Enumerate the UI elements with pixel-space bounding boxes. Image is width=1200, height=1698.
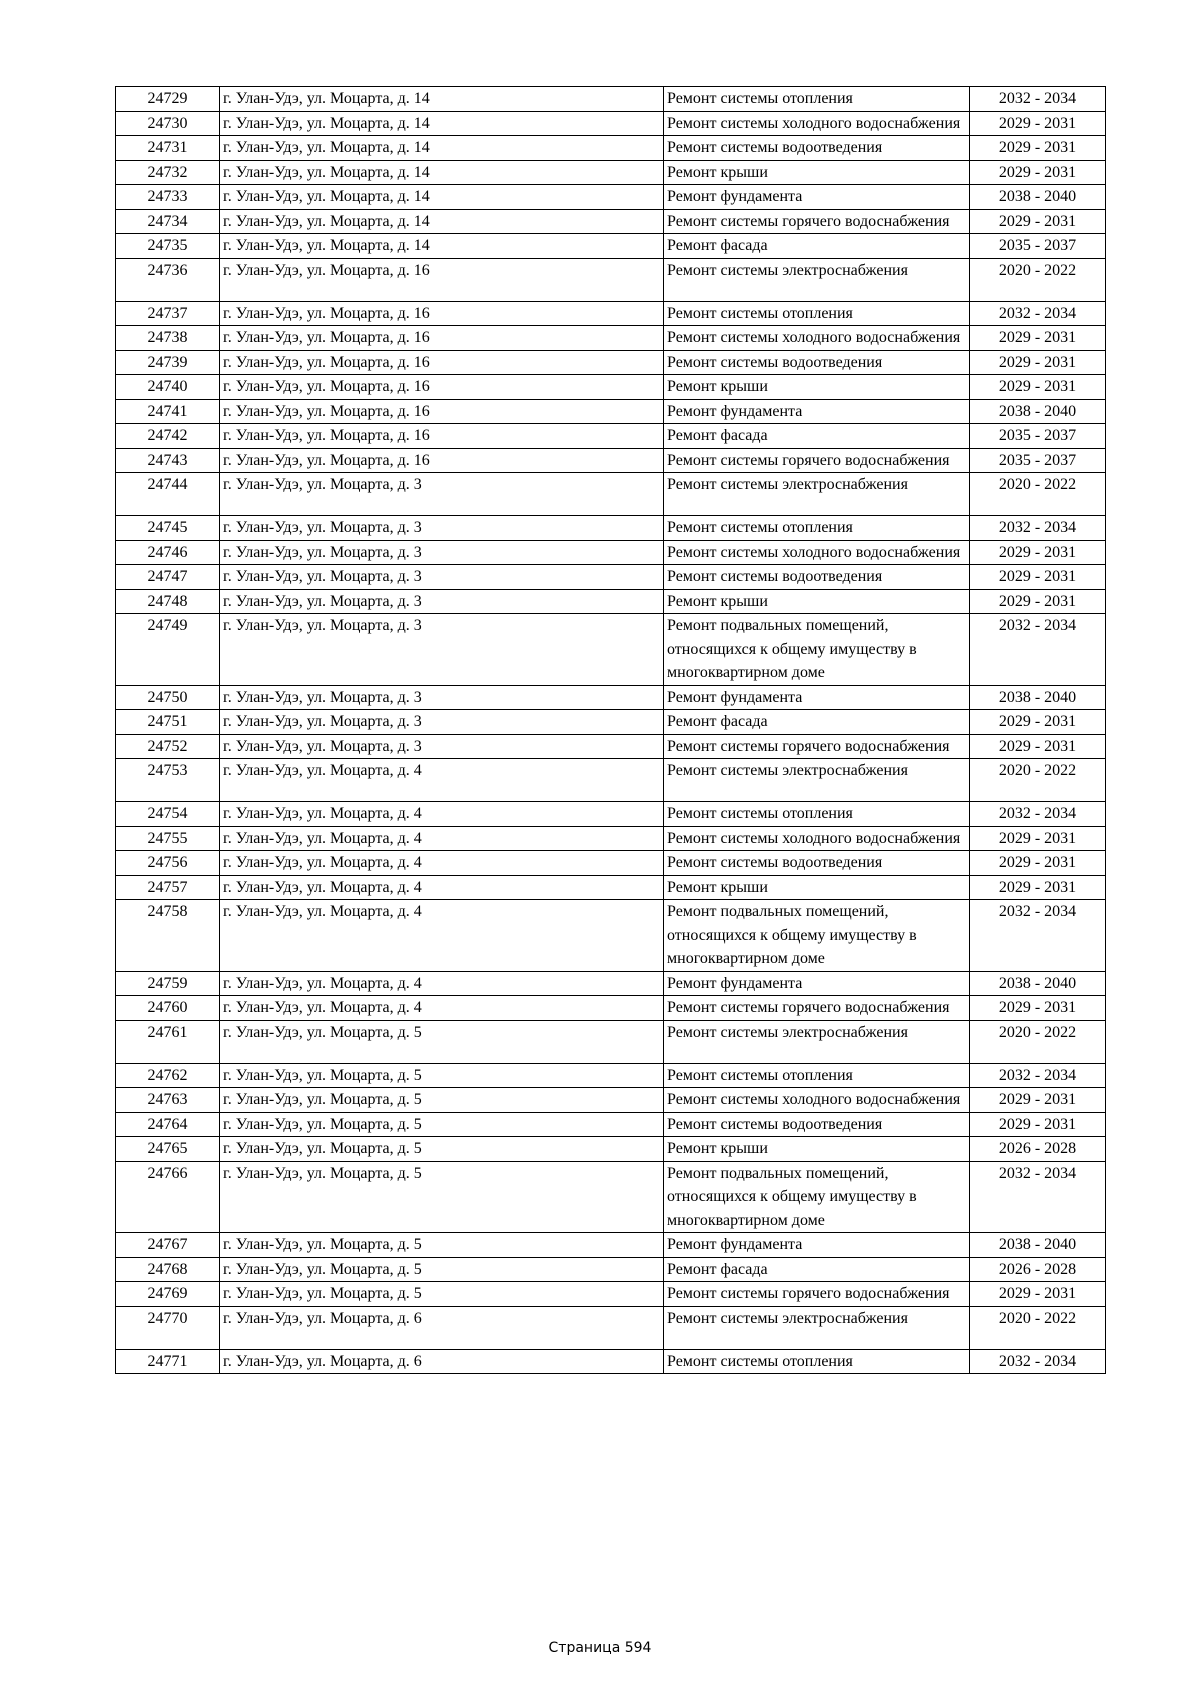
period-cell: 2020 - 2022	[970, 759, 1106, 802]
period-cell: 2029 - 2031	[970, 826, 1106, 851]
period-cell: 2032 - 2034	[970, 1349, 1106, 1374]
address-cell: г. Улан-Удэ, ул. Моцарта, д. 3	[220, 473, 664, 516]
period-cell: 2038 - 2040	[970, 1233, 1106, 1258]
address-cell: г. Улан-Удэ, ул. Моцарта, д. 3	[220, 685, 664, 710]
row-number: 24745	[116, 516, 220, 541]
row-number: 24757	[116, 875, 220, 900]
table-row	[116, 1233, 1106, 1258]
period-cell: 2029 - 2031	[970, 565, 1106, 590]
address-cell: г. Улан-Удэ, ул. Моцарта, д. 5	[220, 1088, 664, 1113]
table-row	[116, 1306, 1106, 1349]
period-cell: 2029 - 2031	[970, 1282, 1106, 1307]
address-cell: г. Улан-Удэ, ул. Моцарта, д. 5	[220, 1282, 664, 1307]
row-number: 24758	[116, 900, 220, 972]
work-type-cell: Ремонт системы водоотведения	[664, 851, 970, 876]
work-type-cell: Ремонт системы водоотведения	[664, 136, 970, 161]
work-type-cell: Ремонт фасада	[664, 710, 970, 735]
page-number: Страница 594	[548, 1640, 652, 1656]
table-row	[116, 1137, 1106, 1162]
period-cell: 2029 - 2031	[970, 1112, 1106, 1137]
address-cell: г. Улан-Удэ, ул. Моцарта, д. 4	[220, 826, 664, 851]
table-row	[116, 185, 1106, 210]
address-cell: г. Улан-Удэ, ул. Моцарта, д. 5	[220, 1161, 664, 1233]
address-cell: г. Улан-Удэ, ул. Моцарта, д. 16	[220, 448, 664, 473]
work-type-cell: Ремонт крыши	[664, 875, 970, 900]
work-type-cell: Ремонт системы холодного водоснабжения	[664, 326, 970, 351]
period-cell: 2029 - 2031	[970, 160, 1106, 185]
table-row	[116, 996, 1106, 1021]
address-cell: г. Улан-Удэ, ул. Моцарта, д. 16	[220, 399, 664, 424]
address-cell: г. Улан-Удэ, ул. Моцарта, д. 14	[220, 185, 664, 210]
period-cell: 2032 - 2034	[970, 802, 1106, 827]
table-row	[116, 759, 1106, 802]
period-cell: 2029 - 2031	[970, 1088, 1106, 1113]
work-type-cell: Ремонт фундамента	[664, 971, 970, 996]
address-cell: г. Улан-Удэ, ул. Моцарта, д. 3	[220, 614, 664, 686]
table-row	[116, 851, 1106, 876]
row-number: 24739	[116, 350, 220, 375]
table-row	[116, 826, 1106, 851]
period-cell: 2032 - 2034	[970, 87, 1106, 112]
work-type-cell: Ремонт фасада	[664, 234, 970, 259]
row-number: 24731	[116, 136, 220, 161]
table-row	[116, 375, 1106, 400]
period-cell: 2020 - 2022	[970, 1306, 1106, 1349]
table-row	[116, 1063, 1106, 1088]
table-row	[116, 399, 1106, 424]
row-number: 24766	[116, 1161, 220, 1233]
address-cell: г. Улан-Удэ, ул. Моцарта, д. 4	[220, 851, 664, 876]
table-row	[116, 234, 1106, 259]
table-row	[116, 614, 1106, 686]
address-cell: г. Улан-Удэ, ул. Моцарта, д. 16	[220, 258, 664, 301]
table-row	[116, 1161, 1106, 1233]
work-type-cell: Ремонт фундамента	[664, 399, 970, 424]
work-type-cell: Ремонт системы холодного водоснабжения	[664, 826, 970, 851]
period-cell: 2038 - 2040	[970, 185, 1106, 210]
row-number: 24755	[116, 826, 220, 851]
work-type-cell: Ремонт системы горячего водоснабжения	[664, 734, 970, 759]
row-number: 24753	[116, 759, 220, 802]
address-cell: г. Улан-Удэ, ул. Моцарта, д. 5	[220, 1112, 664, 1137]
table-row	[116, 424, 1106, 449]
address-cell: г. Улан-Удэ, ул. Моцарта, д. 16	[220, 301, 664, 326]
table-row	[116, 734, 1106, 759]
address-cell: г. Улан-Удэ, ул. Моцарта, д. 3	[220, 710, 664, 735]
table-row	[116, 87, 1106, 112]
period-cell: 2029 - 2031	[970, 710, 1106, 735]
table-row	[116, 1349, 1106, 1374]
address-cell: г. Улан-Удэ, ул. Моцарта, д. 4	[220, 759, 664, 802]
work-type-cell: Ремонт крыши	[664, 375, 970, 400]
period-cell: 2029 - 2031	[970, 326, 1106, 351]
period-cell: 2020 - 2022	[970, 1020, 1106, 1063]
row-number: 24736	[116, 258, 220, 301]
work-type-cell: Ремонт системы отопления	[664, 1349, 970, 1374]
address-cell: г. Улан-Удэ, ул. Моцарта, д. 5	[220, 1063, 664, 1088]
address-cell: г. Улан-Удэ, ул. Моцарта, д. 4	[220, 875, 664, 900]
table-row	[116, 900, 1106, 972]
period-cell: 2032 - 2034	[970, 1063, 1106, 1088]
address-cell: г. Улан-Удэ, ул. Моцарта, д. 4	[220, 996, 664, 1021]
period-cell: 2032 - 2034	[970, 1161, 1106, 1233]
row-number: 24741	[116, 399, 220, 424]
row-number: 24737	[116, 301, 220, 326]
row-number: 24733	[116, 185, 220, 210]
work-type-cell: Ремонт подвальных помещений, относящихся к общему имуществу в многоквартирном доме	[664, 900, 970, 972]
period-cell: 2032 - 2034	[970, 301, 1106, 326]
work-type-cell: Ремонт системы электроснабжения	[664, 258, 970, 301]
address-cell: г. Улан-Удэ, ул. Моцарта, д. 3	[220, 516, 664, 541]
work-type-cell: Ремонт подвальных помещений, относящихся к общему имуществу в многоквартирном доме	[664, 614, 970, 686]
row-number: 24742	[116, 424, 220, 449]
table-row	[116, 589, 1106, 614]
work-type-cell: Ремонт системы отопления	[664, 87, 970, 112]
period-cell: 2035 - 2037	[970, 234, 1106, 259]
work-type-cell: Ремонт системы отопления	[664, 1063, 970, 1088]
address-cell: г. Улан-Удэ, ул. Моцарта, д. 4	[220, 802, 664, 827]
period-cell: 2032 - 2034	[970, 516, 1106, 541]
table-row	[116, 710, 1106, 735]
works-table-body	[116, 87, 1106, 1374]
period-cell: 2029 - 2031	[970, 375, 1106, 400]
work-type-cell: Ремонт системы электроснабжения	[664, 1306, 970, 1349]
row-number: 24747	[116, 565, 220, 590]
row-number: 24735	[116, 234, 220, 259]
row-number: 24744	[116, 473, 220, 516]
row-number: 24751	[116, 710, 220, 735]
row-number: 24768	[116, 1257, 220, 1282]
row-number: 24760	[116, 996, 220, 1021]
address-cell: г. Улан-Удэ, ул. Моцарта, д. 16	[220, 326, 664, 351]
period-cell: 2026 - 2028	[970, 1257, 1106, 1282]
works-table	[115, 86, 1106, 1374]
row-number: 24756	[116, 851, 220, 876]
table-row	[116, 971, 1106, 996]
work-type-cell: Ремонт крыши	[664, 589, 970, 614]
address-cell: г. Улан-Удэ, ул. Моцарта, д. 3	[220, 589, 664, 614]
row-number: 24748	[116, 589, 220, 614]
work-type-cell: Ремонт фасада	[664, 1257, 970, 1282]
address-cell: г. Улан-Удэ, ул. Моцарта, д. 3	[220, 734, 664, 759]
table-row	[116, 209, 1106, 234]
work-type-cell: Ремонт фасада	[664, 424, 970, 449]
row-number: 24746	[116, 540, 220, 565]
row-number: 24740	[116, 375, 220, 400]
address-cell: г. Улан-Удэ, ул. Моцарта, д. 6	[220, 1306, 664, 1349]
row-number: 24729	[116, 87, 220, 112]
row-number: 24749	[116, 614, 220, 686]
table-row	[116, 160, 1106, 185]
table-row	[116, 350, 1106, 375]
period-cell: 2038 - 2040	[970, 399, 1106, 424]
work-type-cell: Ремонт системы отопления	[664, 301, 970, 326]
work-type-cell: Ремонт крыши	[664, 1137, 970, 1162]
table-row	[116, 258, 1106, 301]
address-cell: г. Улан-Удэ, ул. Моцарта, д. 5	[220, 1020, 664, 1063]
table-row	[116, 540, 1106, 565]
table-row	[116, 565, 1106, 590]
period-cell: 2029 - 2031	[970, 851, 1106, 876]
table-row	[116, 448, 1106, 473]
row-number: 24750	[116, 685, 220, 710]
work-type-cell: Ремонт системы холодного водоснабжения	[664, 540, 970, 565]
work-type-cell: Ремонт системы холодного водоснабжения	[664, 1088, 970, 1113]
row-number: 24754	[116, 802, 220, 827]
address-cell: г. Улан-Удэ, ул. Моцарта, д. 5	[220, 1137, 664, 1162]
address-cell: г. Улан-Удэ, ул. Моцарта, д. 14	[220, 136, 664, 161]
table-row	[116, 1282, 1106, 1307]
work-type-cell: Ремонт системы отопления	[664, 802, 970, 827]
address-cell: г. Улан-Удэ, ул. Моцарта, д. 16	[220, 424, 664, 449]
period-cell: 2029 - 2031	[970, 350, 1106, 375]
work-type-cell: Ремонт системы водоотведения	[664, 1112, 970, 1137]
table-row	[116, 1112, 1106, 1137]
row-number: 24734	[116, 209, 220, 234]
table-row	[116, 875, 1106, 900]
period-cell: 2020 - 2022	[970, 258, 1106, 301]
address-cell: г. Улан-Удэ, ул. Моцарта, д. 14	[220, 209, 664, 234]
row-number: 24765	[116, 1137, 220, 1162]
row-number: 24732	[116, 160, 220, 185]
row-number: 24761	[116, 1020, 220, 1063]
period-cell: 2029 - 2031	[970, 734, 1106, 759]
work-type-cell: Ремонт системы водоотведения	[664, 350, 970, 375]
address-cell: г. Улан-Удэ, ул. Моцарта, д. 16	[220, 350, 664, 375]
work-type-cell: Ремонт фундамента	[664, 185, 970, 210]
address-cell: г. Улан-Удэ, ул. Моцарта, д. 14	[220, 160, 664, 185]
period-cell: 2026 - 2028	[970, 1137, 1106, 1162]
period-cell: 2029 - 2031	[970, 136, 1106, 161]
work-type-cell: Ремонт системы электроснабжения	[664, 1020, 970, 1063]
work-type-cell: Ремонт системы горячего водоснабжения	[664, 448, 970, 473]
table-row	[116, 802, 1106, 827]
address-cell: г. Улан-Удэ, ул. Моцарта, д. 3	[220, 540, 664, 565]
address-cell: г. Улан-Удэ, ул. Моцарта, д. 4	[220, 971, 664, 996]
address-cell: г. Улан-Удэ, ул. Моцарта, д. 6	[220, 1349, 664, 1374]
period-cell: 2035 - 2037	[970, 424, 1106, 449]
work-type-cell: Ремонт системы горячего водоснабжения	[664, 996, 970, 1021]
period-cell: 2032 - 2034	[970, 614, 1106, 686]
work-type-cell: Ремонт подвальных помещений, относящихся к общему имуществу в многоквартирном доме	[664, 1161, 970, 1233]
period-cell: 2029 - 2031	[970, 209, 1106, 234]
work-type-cell: Ремонт фундамента	[664, 685, 970, 710]
work-type-cell: Ремонт системы отопления	[664, 516, 970, 541]
row-number: 24769	[116, 1282, 220, 1307]
row-number: 24762	[116, 1063, 220, 1088]
table-row	[116, 326, 1106, 351]
period-cell: 2032 - 2034	[970, 900, 1106, 972]
table-row	[116, 516, 1106, 541]
period-cell: 2029 - 2031	[970, 875, 1106, 900]
table-row	[116, 111, 1106, 136]
address-cell: г. Улан-Удэ, ул. Моцарта, д. 5	[220, 1257, 664, 1282]
address-cell: г. Улан-Удэ, ул. Моцарта, д. 16	[220, 375, 664, 400]
table-row	[116, 685, 1106, 710]
work-type-cell: Ремонт системы водоотведения	[664, 565, 970, 590]
table-row	[116, 1088, 1106, 1113]
work-type-cell: Ремонт системы электроснабжения	[664, 759, 970, 802]
period-cell: 2020 - 2022	[970, 473, 1106, 516]
period-cell: 2038 - 2040	[970, 685, 1106, 710]
work-type-cell: Ремонт системы холодного водоснабжения	[664, 111, 970, 136]
row-number: 24752	[116, 734, 220, 759]
row-number: 24764	[116, 1112, 220, 1137]
address-cell: г. Улан-Удэ, ул. Моцарта, д. 5	[220, 1233, 664, 1258]
row-number: 24730	[116, 111, 220, 136]
period-cell: 2029 - 2031	[970, 589, 1106, 614]
table-row	[116, 1020, 1106, 1063]
row-number: 24771	[116, 1349, 220, 1374]
table-row	[116, 473, 1106, 516]
work-type-cell: Ремонт фундамента	[664, 1233, 970, 1258]
address-cell: г. Улан-Удэ, ул. Моцарта, д. 14	[220, 87, 664, 112]
row-number: 24738	[116, 326, 220, 351]
period-cell: 2029 - 2031	[970, 540, 1106, 565]
address-cell: г. Улан-Удэ, ул. Моцарта, д. 14	[220, 234, 664, 259]
row-number: 24759	[116, 971, 220, 996]
address-cell: г. Улан-Удэ, ул. Моцарта, д. 4	[220, 900, 664, 972]
work-type-cell: Ремонт системы горячего водоснабжения	[664, 1282, 970, 1307]
address-cell: г. Улан-Удэ, ул. Моцарта, д. 3	[220, 565, 664, 590]
work-type-cell: Ремонт крыши	[664, 160, 970, 185]
row-number: 24743	[116, 448, 220, 473]
address-cell: г. Улан-Удэ, ул. Моцарта, д. 14	[220, 111, 664, 136]
period-cell: 2035 - 2037	[970, 448, 1106, 473]
table-row	[116, 301, 1106, 326]
row-number: 24763	[116, 1088, 220, 1113]
table-row	[116, 1257, 1106, 1282]
work-type-cell: Ремонт системы электроснабжения	[664, 473, 970, 516]
work-type-cell: Ремонт системы горячего водоснабжения	[664, 209, 970, 234]
row-number: 24770	[116, 1306, 220, 1349]
period-cell: 2029 - 2031	[970, 111, 1106, 136]
table-row	[116, 136, 1106, 161]
period-cell: 2029 - 2031	[970, 996, 1106, 1021]
period-cell: 2038 - 2040	[970, 971, 1106, 996]
row-number: 24767	[116, 1233, 220, 1258]
